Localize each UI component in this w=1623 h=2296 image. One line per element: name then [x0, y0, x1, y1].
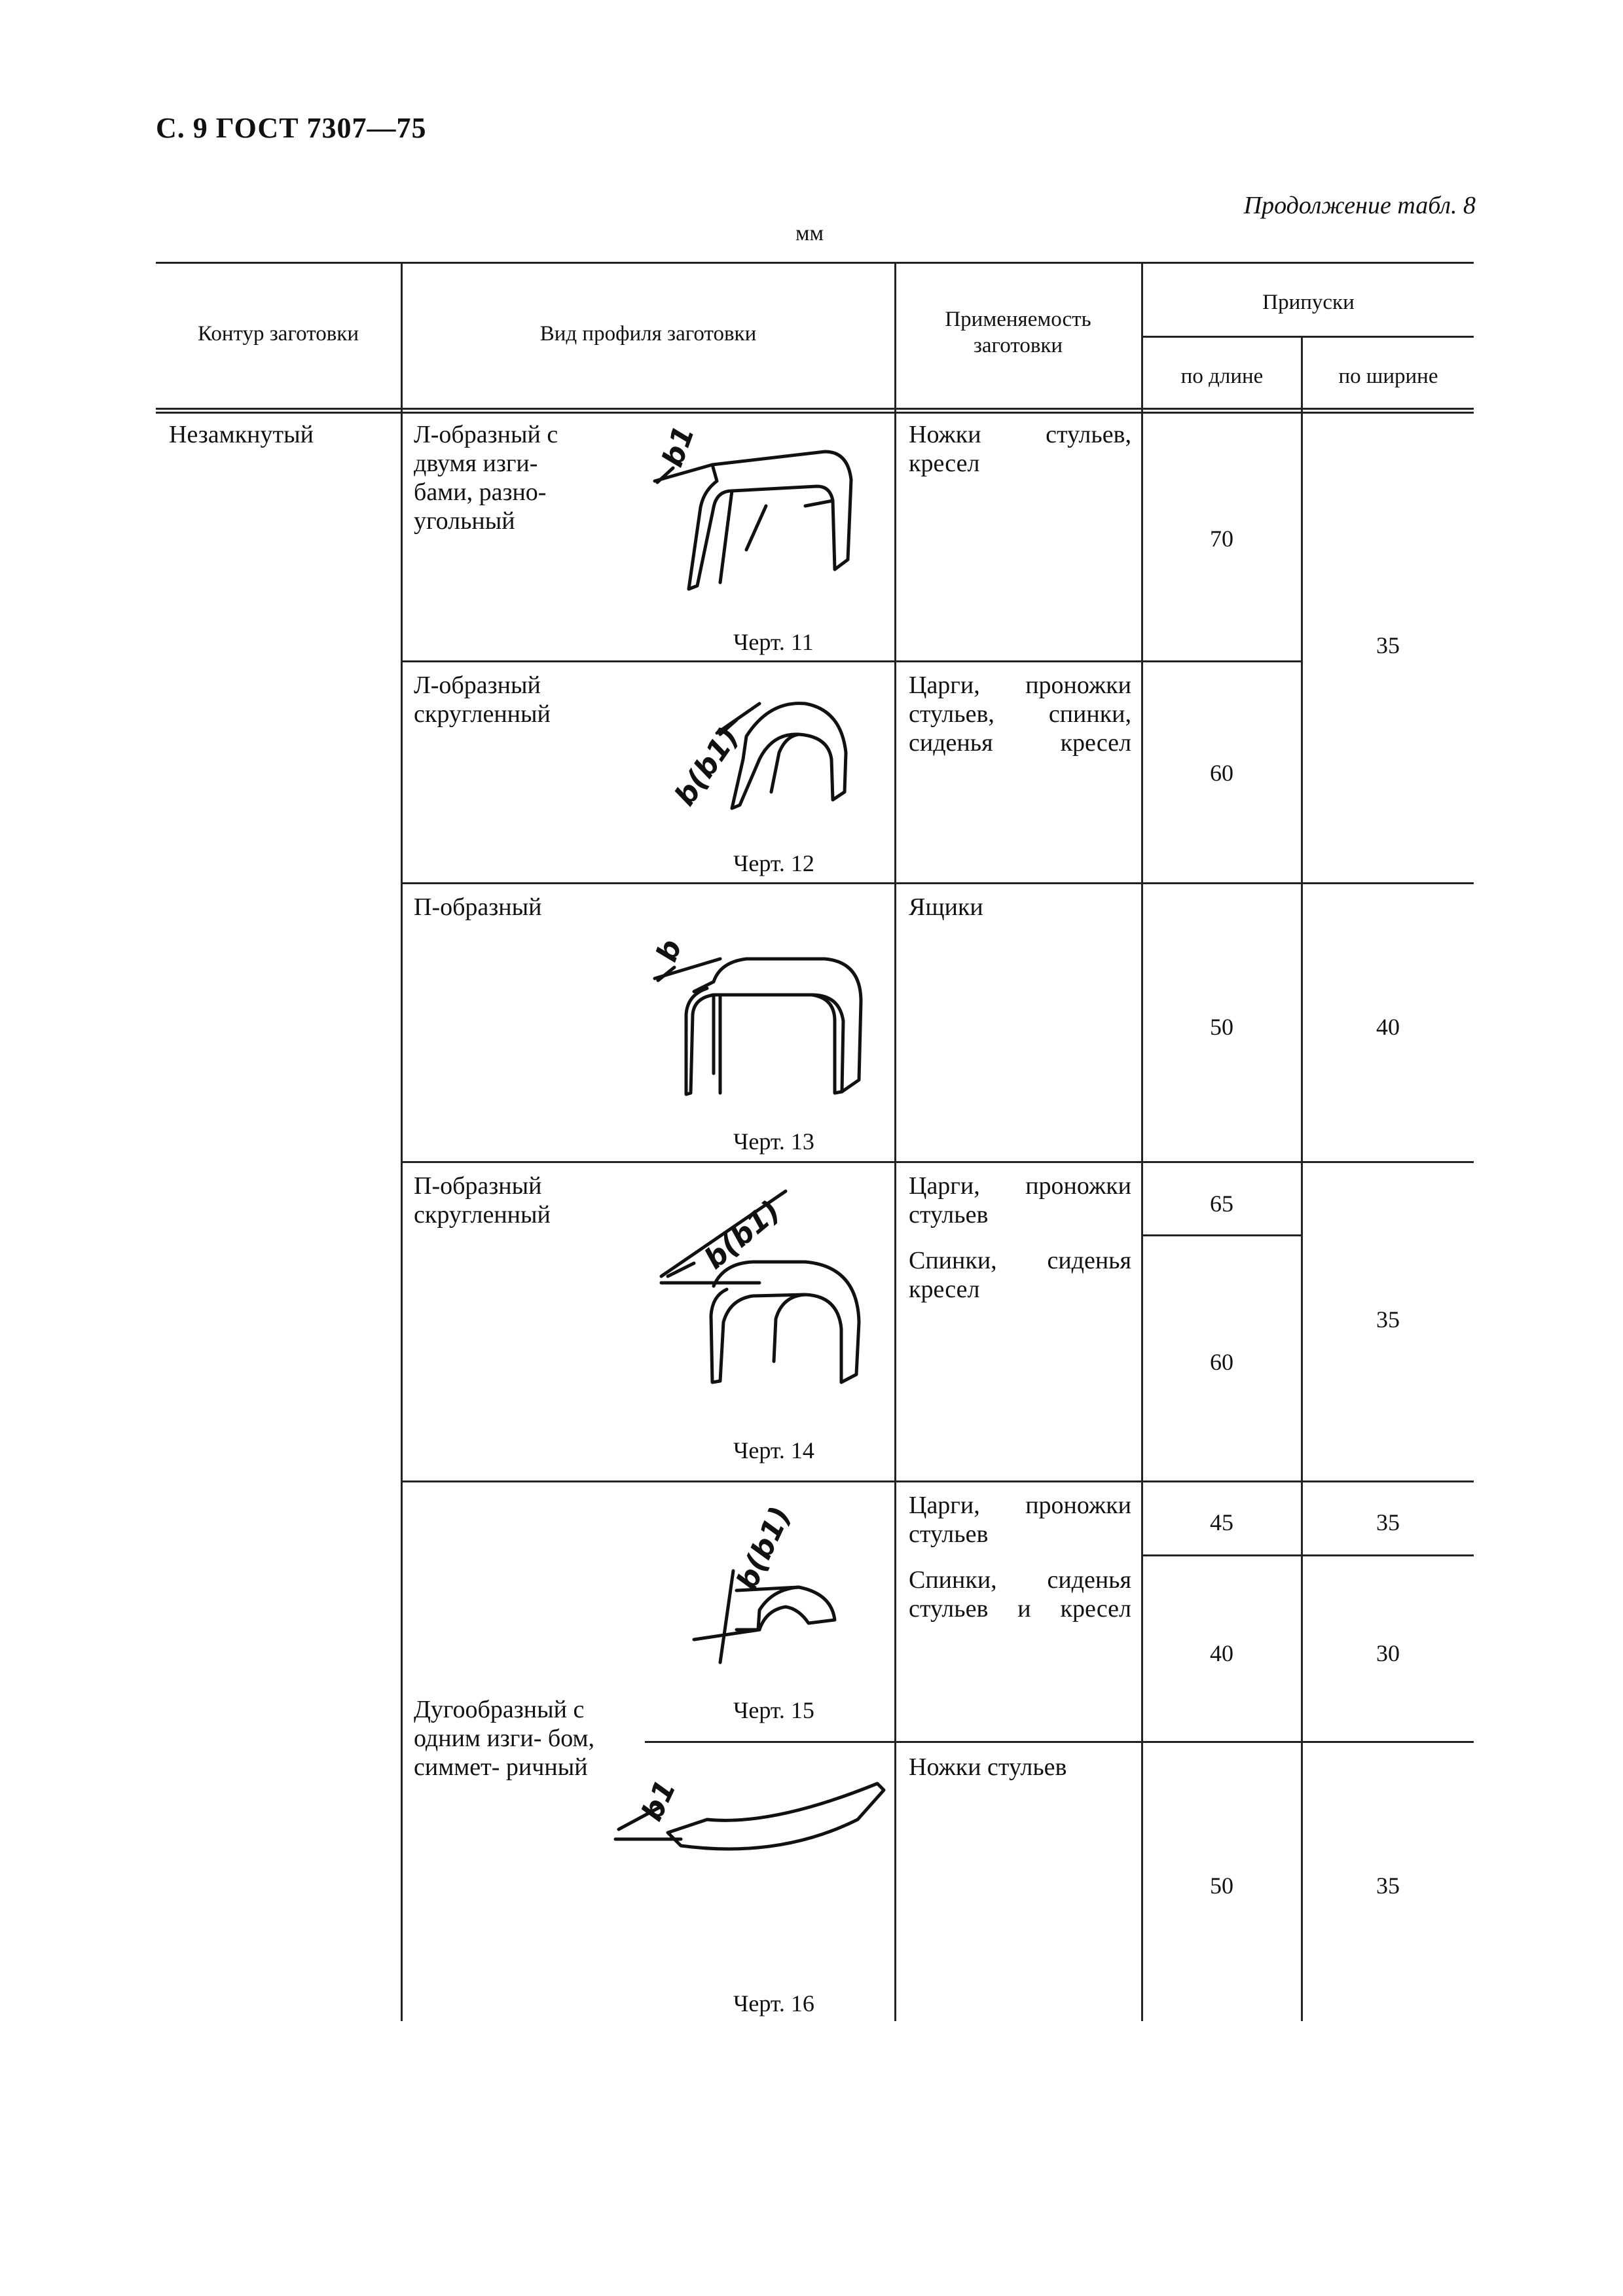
applicability-14b: Спинки, сиденья кресел: [909, 1247, 1131, 1303]
units-label: мм: [795, 221, 824, 245]
profile-drawing-14: [648, 1191, 871, 1388]
profile-name-11: Л-образный с двумя изги- бами, разно- угольный: [414, 421, 558, 535]
applicability-14a: Царги, проножки стульев: [909, 1172, 1131, 1229]
applicability-15a: Царги, проножки стульев: [909, 1492, 1131, 1548]
dimension-label-11: b1: [655, 422, 702, 471]
allowance-length-11: 70: [1210, 526, 1233, 552]
allowance-width-16: 35: [1376, 1873, 1400, 1899]
allowance-length-14a: 65: [1210, 1191, 1233, 1217]
figure-caption-12: Черт. 12: [733, 850, 814, 876]
allowance-length-16: 50: [1210, 1873, 1233, 1899]
figure-caption-13: Черт. 13: [733, 1128, 814, 1155]
figure-caption-16: Черт. 16: [733, 1990, 814, 2017]
profile-drawing-13: [648, 923, 871, 1106]
allowance-length-12: 60: [1210, 760, 1233, 786]
dimension-label-14: b(b1): [698, 1194, 787, 1276]
table-continuation-label: Продолжение табл. 8: [1243, 192, 1476, 219]
allowance-width-11-12: 35: [1376, 632, 1400, 658]
profile-drawing-11: [648, 422, 871, 602]
header-allowance-width: по ширине: [1338, 365, 1438, 388]
dimension-label-16: b1: [635, 1775, 683, 1826]
applicability-11: Ножки стульев, кресел: [909, 421, 1131, 477]
figure-caption-11: Черт. 11: [733, 629, 814, 655]
profile-drawing-12: [655, 681, 871, 818]
profile-name-12: Л-образный скругленный: [414, 672, 551, 728]
dimension-label-15: b(b1): [730, 1501, 798, 1596]
allowance-width-15b: 30: [1376, 1640, 1400, 1666]
header-applicability: Применяемость заготовки: [945, 308, 1091, 357]
applicability-16: Ножки стульев: [909, 1753, 1067, 1781]
page-header: С. 9 ГОСТ 7307—75: [156, 112, 427, 144]
applicability-15b: Спинки, сиденья стульев и кресел: [909, 1566, 1131, 1623]
profile-drawing-15: [681, 1501, 871, 1676]
header-profile: Вид профиля заготовки: [539, 322, 757, 346]
allowance-length-15a: 45: [1210, 1509, 1233, 1535]
header-contour: Контур заготовки: [198, 322, 359, 346]
header-allowances: Припуски: [1262, 291, 1355, 314]
profile-name-14: П-образный скругленный: [414, 1172, 551, 1229]
contour-value: Незамкнутый: [169, 421, 314, 448]
dimension-label-12: b(b1): [668, 721, 746, 812]
applicability-13: Ящики: [909, 893, 983, 921]
allowance-length-15b: 40: [1210, 1640, 1233, 1666]
profile-name-15-16: Дугообразный с одним изги- бом, симмет- ричный: [414, 1696, 595, 1781]
allowance-length-13: 50: [1210, 1014, 1233, 1040]
figure-caption-15: Черт. 15: [733, 1697, 814, 1723]
profile-drawing-16: [609, 1761, 884, 1878]
header-allowance-length: по длине: [1180, 365, 1264, 388]
allowance-width-14: 35: [1376, 1306, 1400, 1333]
figure-caption-14: Черт. 14: [733, 1437, 814, 1463]
allowance-width-15a: 35: [1376, 1509, 1400, 1535]
allowance-width-13: 40: [1376, 1014, 1400, 1040]
applicability-12: Царги, проножки стульев, спинки, сиденья кресел: [909, 672, 1131, 757]
dimension-label-13: b: [649, 935, 689, 966]
allowance-length-14b: 60: [1210, 1349, 1233, 1375]
profile-name-13: П-образный: [414, 893, 542, 921]
